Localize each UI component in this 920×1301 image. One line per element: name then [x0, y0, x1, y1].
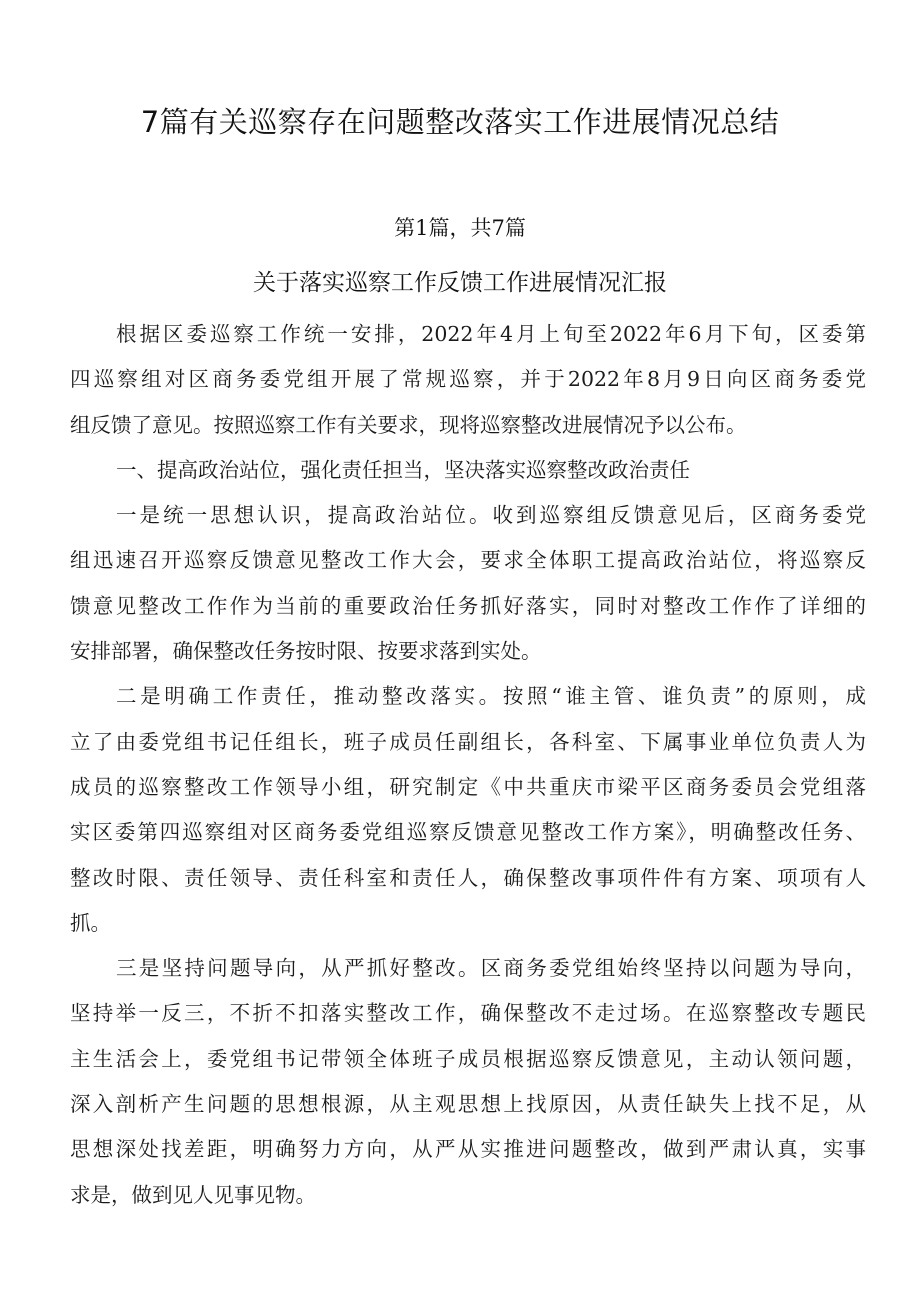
paragraph-line: 成员的巡察整改工作领导小组，研究制定《中共重庆市梁平区商务委员会党组落 [70, 774, 866, 799]
paragraph-line: 深入剖析产生问题的思想根源，从主观思想上找原因，从责任缺失上找不足，从 [70, 1092, 866, 1117]
paragraph-line: 四巡察组对区商务委党组开展了常规巡察，并于2022年8月9日向区商务委党 [70, 367, 866, 392]
paragraph-line: 根据区委巡察工作统一安排，2022年4月上旬至2022年6月下旬，区委第 [116, 322, 866, 346]
section-title: 关于落实巡察工作反馈工作进展情况汇报 [253, 270, 667, 296]
paragraph-line: 主生活会上，委党组书记带领全体班子成员根据巡察反馈意见，主动认领问题， [70, 1046, 866, 1071]
paragraph-line: 一是统一思想认识，提高政治站位。收到巡察组反馈意见后，区商务委党 [116, 503, 866, 528]
part-label: 第1篇，共7篇 [394, 216, 526, 240]
paragraph-line: 安排部署，确保整改任务按时限、按要求落到实处。 [70, 639, 542, 664]
paragraph-line: 馈意见整改工作作为当前的重要政治任务抓好落实，同时对整改工作作了详细的 [70, 593, 866, 618]
document-title: 7篇有关巡察存在问题整改落实工作进展情况总结 [140, 105, 780, 139]
paragraph-line: 组反馈了意见。按照巡察工作有关要求，现将巡察整改进展情况予以公布。 [70, 412, 747, 437]
paragraph-line: 坚持举一反三，不折不扣落实整改工作，确保整改不走过场。在巡察整改专题民 [70, 1001, 866, 1026]
paragraph-line: 二是明确工作责任，推动整改落实。按照“谁主管、谁负责”的原则，成 [116, 684, 866, 709]
paragraph-line: 组迅速召开巡察反馈意见整改工作大会，要求全体职工提高政治站位，将巡察反 [70, 548, 866, 573]
document-body [70, 312, 866, 1218]
paragraph-line: 求是，做到见人见事见物。 [70, 1182, 316, 1207]
paragraph-line: 立了由委党组书记任组长，班子成员任副组长，各科室、下属事业单位负责人为 [70, 729, 866, 754]
paragraph-line: 抓。 [70, 910, 111, 935]
paragraph-line: 实区委第四巡察组对区商务委党组巡察反馈意见整改工作方案》，明确整改任务、 [70, 820, 866, 845]
paragraph-line: 思想深处找差距，明确努力方向，从严从实推进问题整改，做到严肃认真，实事 [70, 1137, 866, 1162]
paragraph-line: 整改时限、责任领导、责任科室和责任人，确保整改事项件件有方案、项项有人 [70, 865, 866, 890]
paragraph-line: 一、提高政治站位，强化责任担当，坚决落实巡察整改政治责任 [116, 457, 690, 482]
paragraph-line: 三是坚持问题导向，从严抓好整改。区商务委党组始终坚持以问题为导向， [116, 956, 866, 981]
